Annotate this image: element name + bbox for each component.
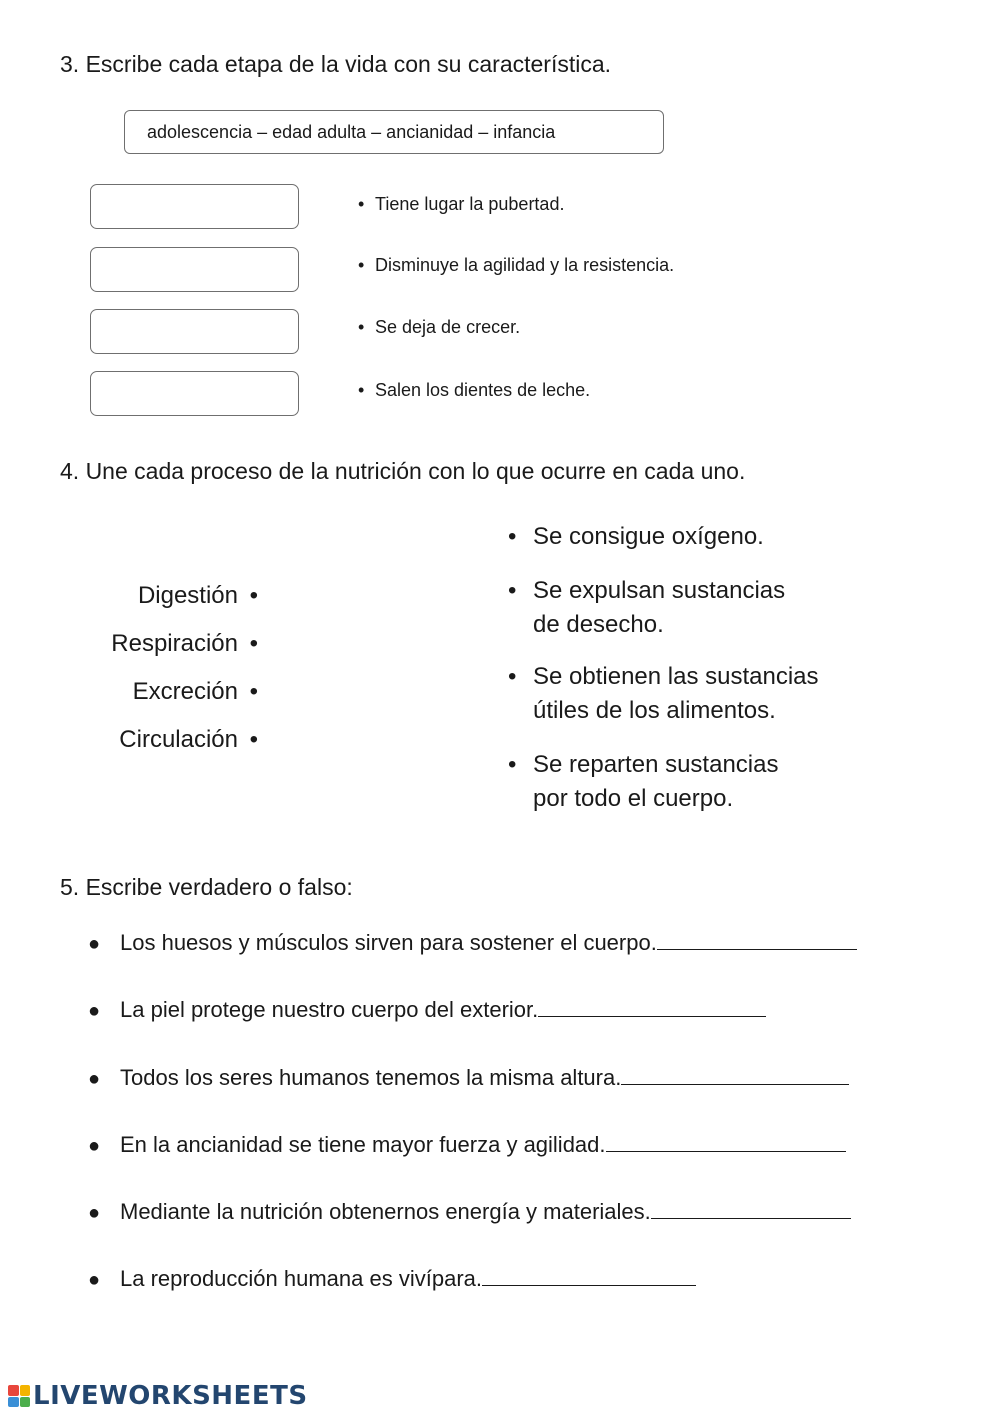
stage-clue-4: • Salen los dientes de leche. <box>358 380 591 400</box>
bullet-icon: ● <box>88 1202 101 1224</box>
process-excretion[interactable]: Excreción • <box>132 678 258 705</box>
true-false-item-1: ● Los huesos y músculos sirven para sostener el cuerpo. <box>88 929 857 956</box>
stage-clue-1: • Tiene lugar la pubertad. <box>358 194 565 214</box>
match-dot-icon[interactable]: • <box>508 577 517 604</box>
process-circulation[interactable]: Circulación • <box>119 726 258 753</box>
process-respiration[interactable]: Respiración • <box>111 630 258 657</box>
true-false-item-5: ● Mediante la nutrición obtenernos energía y materiales. <box>88 1198 851 1225</box>
description-distribution[interactable]: • Se reparten sustancias por todo el cuerpo. <box>508 748 778 816</box>
true-false-item-4: ● En la ancianidad se tiene mayor fuerza y agilidad. <box>88 1131 846 1158</box>
true-false-item-2: ● La piel protege nuestro cuerpo del exterior. <box>88 996 766 1023</box>
description-waste[interactable]: • Se expulsan sustancias de desecho. <box>508 574 785 642</box>
bullet-icon: ● <box>88 1269 101 1291</box>
match-dot-icon[interactable]: • <box>508 751 517 778</box>
stage-answer-box-3[interactable] <box>90 309 299 354</box>
description-oxygen[interactable]: • Se consigue oxígeno. <box>508 520 764 554</box>
bullet-icon: ● <box>88 933 101 955</box>
answer-blank[interactable] <box>482 1265 696 1286</box>
stage-answer-box-4[interactable] <box>90 371 299 416</box>
section-5-heading: 5. Escribe verdadero o falso: <box>60 874 353 900</box>
bullet-icon: • <box>358 317 365 337</box>
section-4-heading: 4. Une cada proceso de la nutrición con lo que ocurre en cada uno. <box>60 458 746 484</box>
stage-answer-box-1[interactable] <box>90 184 299 229</box>
answer-blank[interactable] <box>606 1131 846 1152</box>
match-dot-icon[interactable]: • <box>508 663 517 690</box>
bullet-icon: • <box>358 255 365 275</box>
match-dot-icon[interactable]: • <box>508 523 517 550</box>
process-digestion[interactable]: Digestión • <box>137 582 258 609</box>
word-bank: adolescencia – edad adulta – ancianidad – infancia <box>124 110 664 154</box>
match-dot-icon[interactable]: • <box>249 678 258 705</box>
bullet-icon: • <box>358 380 365 400</box>
liveworksheets-logo-icon <box>8 1385 30 1407</box>
answer-blank[interactable] <box>651 1198 851 1219</box>
bullet-icon: • <box>358 194 365 214</box>
liveworksheets-logo[interactable] <box>8 1381 308 1411</box>
bullet-icon: ● <box>88 1000 101 1022</box>
bullet-icon: ● <box>88 1068 101 1090</box>
true-false-item-6: ● La reproducción humana es vivípara. <box>88 1265 696 1292</box>
answer-blank[interactable] <box>657 929 857 950</box>
match-dot-icon[interactable]: • <box>249 582 258 609</box>
stage-answer-box-2[interactable] <box>90 247 299 292</box>
stage-clue-3: • Se deja de crecer. <box>358 317 521 337</box>
logo-text: LIVEWORKSHEETS <box>33 1381 308 1411</box>
bullet-icon: ● <box>88 1135 101 1157</box>
true-false-item-3: ● Todos los seres humanos tenemos la misma altura. <box>88 1064 849 1091</box>
match-dot-icon[interactable]: • <box>249 630 258 657</box>
description-nutrients[interactable]: • Se obtienen las sustancias útiles de los alimentos. <box>508 660 819 728</box>
answer-blank[interactable] <box>621 1064 849 1085</box>
answer-blank[interactable] <box>538 996 766 1017</box>
match-dot-icon[interactable]: • <box>249 726 258 753</box>
section-3-heading: 3. Escribe cada etapa de la vida con su característica. <box>60 51 612 77</box>
stage-clue-2: • Disminuye la agilidad y la resistencia. <box>358 255 675 275</box>
